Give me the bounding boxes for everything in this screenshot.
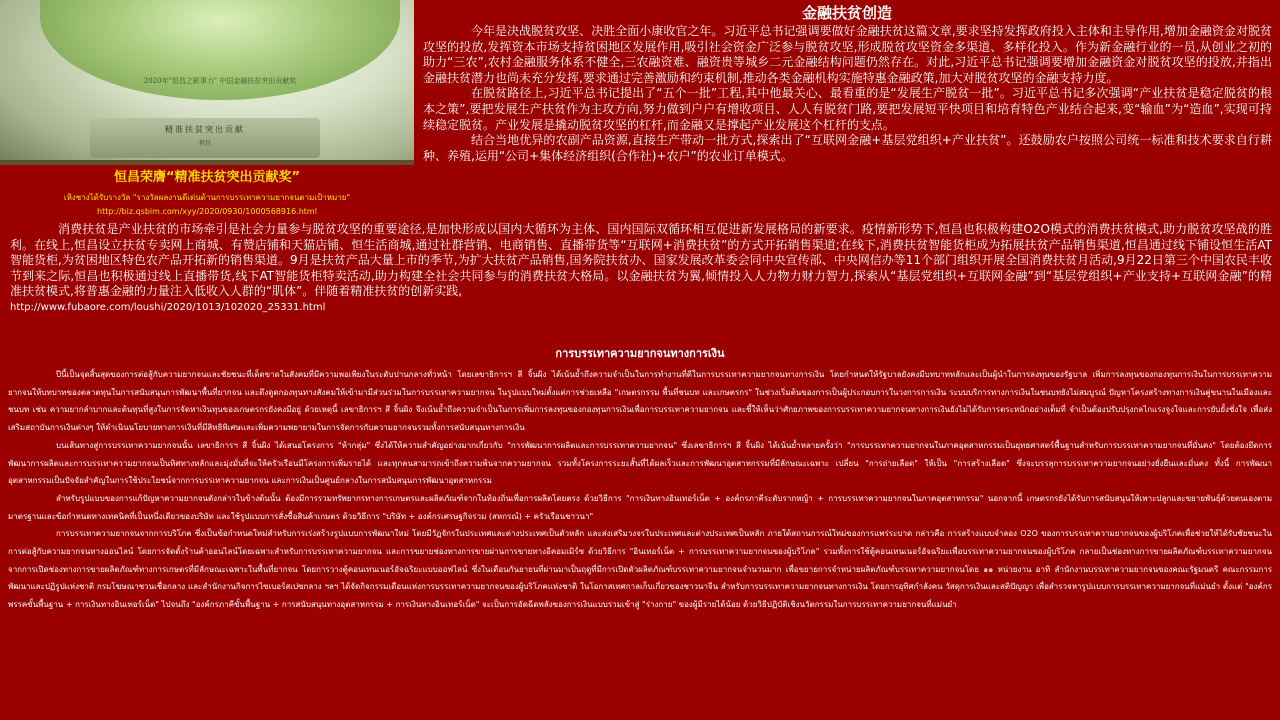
paragraph: การบรรเทาความยากจนจากการบริโภค ซึ่งเป็นข้อกำหนดใหม่สำหรับการเร่งสร้างรูปแบบการพัฒนาใหม่ โดยมีวัฏจักรในประเทศและต่างประเทศเป็นตัวหลัก และส่งเสริมวงจรในประเทศและต่างประเทศเป็นหลัก ภายใต้สถานการณ์ใหม่ของการแพร่ระบาด กล่าวคือ การสร้างแบบจำลอง O2O ของการบรรเทาความยากจนของผู้บริโภคเพื่อช่วยให้ได้รับชัยชนะในการต่อสู้กับความยากจนทางออนไลน์ โดยการจัดตั้งร้านค้าออนไลน์โดยเฉพาะสำหรับการบรรเทาความยากจน และการขยายช่องทางการขายผ่านการขายทางอีคอมเมิร์ซ ด้วยวิธีการ "อินเทอร์เน็ต + การบรรเทาความยากจนของผู้บริโภค" รวมทั้งการใช้ตู้คอนเทนเนอร์อัจฉริยะเพื่อบรรเทาความยากจนของผู้บริโภค กลายเป็นช่องทางการขายผลิตภัณฑ์บรรเทาความยากจน จากการเปิดช่องทางการขายผลิตภัณฑ์ทางการเกษตรที่มีลักษณะเฉพาะในพื้นที่ยากจน โดยการวางตู้คอนเทนเนอร์อัจฉริยะแบบออฟไลน์ ซึ่งในเดือนกันยายนที่ผ่านมาเป็นฤดูที่มีการเปิดตัวผลิตภัณฑ์บรรเทาความยากจนจำนวนมาก เพื่อขยายการจำหน่ายผลิตภัณฑ์บรรเทาความยากจนโดย ๑๑ หน่วยงาน อาทิ สำนักงานบรรเทาความยากจนของคณะรัฐมนตรี คณะกรรมการพัฒนาและปฏิรูปแห่งชาติ กรมโฆษณาชวนเชื่อกลาง และสำนักงานกิจการไซเบอร์สเปซกลาง ฯลฯ ได้จัดกิจกรรมเดือนแห่งการบรรเทาความยากจนของผู้บริโภคแห่งชาติ ในโอกาสเทศกาลเก็บเกี่ยวของชาวนาจีน สำหรับการบรรเทาความยากจนทางการเงิน โดยการอุทิศกำลังคน วัสดุการเงินและสติปัญญา เพื่อสำรวจหารูปแบบการบรรเทาความยากจนที่แม่นยำ ตั้งแต่ "องค์กรพรรคขั้นพื้นฐาน + การเงินทางอินเทอร์เน็ต" ไปจนถึง "องค์กรภาคีขั้นพื้นฐาน + การสนับสนุนทางอุตสาหกรรม + การเงินทางอินเทอร์เน็ต" จะเป็นการอัดฉีดพลังของการเงินแบบรวมเข้าสู่ "ร่างกาย" ของผู้มีรายได้น้อย ด้วยวิธีปฏิบัติเชิงนวัตกรรมในการบรรเทาความยากจนที่แม่นยำ [8, 529, 1272, 610]
article-full-width [10, 222, 1272, 315]
thai-section-body [8, 366, 1272, 614]
trophy-ribbon-text: 2020年"恒昌之影事力" 中国金融扶贫突出贡献奖 [143, 77, 297, 85]
paragraph: สำหรับรูปแบบของการแก้ปัญหาความยากจนดังกล่าวในข้างต้นนั้น ต้องมีการรวมทรัพยากรทางการเกษตรและผลิตภัณฑ์จากในท้องถิ่นเพื่อการผลิตโดยตรง ด้วยวิธีการ "การเงินทางอินเทอร์เน็ต + องค์กรภาคีระดับรากหญ้า + การบรรเทาความยากจนในภาคอุตสาหกรรม" นอกจากนี้ เกษตรกรยังได้รับการสนับสนุนให้เพาะปลูกและขยายพันธุ์ด้วยตนเองตามมาตรฐานและข้อกำหนดทางเทคนิคที่เป็นหนึ่งเดียวของบริษัท และใช้รูปแบบการสั่งซื้อสินค้าเกษตร ด้วยวิธีการ "บริษัท + องค์กรเศรษฐกิจรวม (สหกรณ์) + ครัวเรือนชาวนา" [8, 493, 1272, 521]
award-source-link[interactable]: http://biz.qsbim.com/xyy/2020/0930/1000568916.html [97, 207, 317, 216]
source-link[interactable]: http://www.fubaore.com/loushi/2020/1013/102020_25331.html [10, 301, 326, 313]
award-photo [0, 0, 414, 165]
photo-caption [0, 166, 414, 219]
paragraph: 消费扶贫是产业扶贫的市场牵引是社会力量参与脱贫攻坚的重要途径,是加快形成以国内大循环为主体、国内国际双循环相互促进新发展格局的新要求。疫情新形势下,恒昌也积极构建O2O模式的消费扶贫模式,助力脱贫攻坚战的胜利。在线上,恒昌设立扶贫专卖网上商城、有赞店铺和天猫店铺、恒生活商城,通过社群营销、电商销售、直播带货等“互联网+消费扶贫”的方式开拓销售渠道;在线下,消费扶贫智能货柜成为拓展扶贫产品销售渠道,恒昌通过线下铺设恒生活AT智能货柜,为贫困地区特色农产品开拓新的销售渠道。9月是扶贫产品大量上市的季节,为扩大扶贫产品销售,国务院扶贫办、国家发展改革委会同中央宣传部、中央网信办等11个部门组织开展全国消费扶贫月活动,9月22日第三个中国农民丰收节到来之际,恒昌也积极通过线上直播带货,线下AT智能货柜特卖活动,助力构建全社会共同参与的消费扶贫大格局。以金融扶贫为翼,倾情投入人力物力财力智力,探索从“基层党组织+互联网金融”到“基层党组织+产业支持+互联网金融”的精准扶贫模式,将普惠金融的力量注入低收入人群的“肌体”。伴随着精准扶贫的创新实践, [10, 222, 1272, 299]
article-right-column [423, 24, 1272, 164]
paragraph: 结合当地优异的农副产品资源,直接生产带动一批方式,探索出了“互联网金融+基层党组织+产业扶贫”。还鼓励农户按照公司统一标准和技术要求自行耕种、养殖,运用“公司+集体经济组织(合作社)+农户”的农业订单模式。 [423, 133, 1272, 163]
plaque-title: 精准扶贫突出贡献 [165, 125, 245, 134]
article-title: 金融扶贫创造 [801, 4, 892, 22]
award-caption-thai: เหิงชางได้รับรางวัล "รางวัลผลงานดีเด่นด้านการบรรเทาความยากจนตามเป้าหมาย" [63, 193, 351, 202]
paragraph: 在脱贫路径上,习近平总书记提出了“五个一批”工程,其中他最关心、最看重的是“发展生产脱贫一批”。习近平总书记多次强调“产业扶贫是稳定脱贫的根本之策”,要把发展生产扶贫作为主攻方向,努力做到户户有增收项目、人人有脱贫门路,要把发展短平快项目和培育特色产业结合起来,变“输血”为“造血”,实现可持续稳定脱贫。产业发展是撬动脱贫攻坚的杠杆,而金融又是撑起产业发展这个杠杆的支点。 [423, 86, 1272, 132]
paragraph: บนเส้นทางสู่การบรรเทาความยากจนนั้น เลขาธิการฯ สี จิ้นผิง ได้เสนอโครงการ "ห้ากลุ่ม" ซึ่งได้ให้ความสำคัญอย่างมากเกี่ยวกับ "การพัฒนาการผลิตและการบรรเทาความยากจน" ซึ่งเลขาธิการฯ สี จิ้นผิง ได้เน้นย้ำหลายครั้งว่า "การบรรเทาความยากจนในภาคอุตสาหกรรมเป็นยุทธศาสตร์พื้นฐานสำหรับการบรรเทาความยากจนที่มั่นคง" โดยต้องยึดการพัฒนาการผลิตและการบรรเทาความยากจนเป็นทิศทางหลักและมุ่งมั่นที่จะให้ครัวเรือนมีโครงการเพิ่มรายได้ และทุกคนสามารถเข้าถึงความพ้นจากความยากจน รวมทั้งโครงการระยะสั้นที่ได้ผลเร็วและการพัฒนาอุตสาหกรรมที่มีลักษณะเฉพาะ เปลี่ยน "การถ่ายเลือด" ให้เป็น "การสร้างเลือด" ซึ่งจะบรรลุการบรรเทาความยากจนอย่างยั่งยืนและมั่นคง ทั้งนี้ การพัฒนาอุตสาหกรรมเป็นปัจจัยสำคัญในการใช้ประโยชน์จากการบรรเทาความยากจน และการเงินเป็นศูนย์กลางในการสนับสนุนการพัฒนาอุตสาหกรรม [8, 440, 1272, 486]
trophy-base [0, 160, 414, 165]
trophy-plaque [90, 118, 320, 158]
award-caption: 恒昌荣膺“精准扶贫突出贡献奖” [113, 170, 301, 185]
paragraph: 今年是决战脱贫攻坚、决胜全面小康收官之年。习近平总书记强调要做好金融扶贫这篇文章,要求坚持发挥政府投入主体和主导作用,增加金融资金对脱贫攻坚的投放,发挥资本市场支持贫困地区发展作用,吸引社会资金广泛参与脱贫攻坚,形成脱贫攻坚资金多渠道、多样化投入。作为新金融行业的一员,从创业之初的助力“三农”,农村金融服务体系不健全,三农融资难、融资贵等城乡二元金融结构问题仍然存在。对此,习近平总书记强调要增加金融资金对脱贫攻坚的投放,并指出金融扶贫潜力也尚未充分发挥,要求通过完善激励和约束机制,推动各类金融机构实施特惠金融政策,加大对脱贫攻坚的金融支持力度。 [423, 24, 1272, 85]
plaque-subtitle: 恒昌 [198, 140, 211, 147]
paragraph: ปีนี้เป็นจุดสิ้นสุดของการต่อสู้กับความยากจนและชัยชนะที่เด็ดขาดในสังคมที่มีความพอเพียงในระดับปานกลางทั่วหน้า โดยเลขาธิการฯ สี จิ้นผิง ได้เน้นย้ำถึงความจำเป็นในการทำงานที่ดีในการบรรเทาความยากจนทางการเงิน โดยกำหนดให้รัฐบาลยังคงมีบทบาทหลักและเป็นผู้นำในการลงทุนของรัฐบาล เพิ่มการลงทุนของกองทุนการเงินในการบรรเทาความยากจนให้บทบาทของตลาดทุนในการสนับสนุนการพัฒนาพื้นที่ยากจน และดึงดูดกองทุนทางสังคมให้เข้ามามีส่วนร่วมในการบรรเทาความยากจน ในรูปแบบใหม่ตั้งแต่การช่วยเหลือ "เกษตรกรรม พื้นที่ชนบท และเกษตรกร" ในช่วงเริ่มต้นของการเป็นผู้ประกอบการในวงการการเงิน ระบบบริการทางการเงินในชนบทยังไม่สมบูรณ์ ปัญหาโครงสร้างทางการเงินคู่ขนานในเมืองและชนบท เช่น ความยากลำบากและต้นทุนที่สูงในการจัดหาเงินทุนของเกษตรกรยังคงมีอยู่ ด้วยเหตุนี้ เลขาธิการฯ สี จิ้นผิง จึงเน้นย้ำถึงความจำเป็นในการเพิ่มการลงทุนของกองทุนการเงินเพื่อการบรรเทาความยากจน และชี้ให้เห็นว่าศักยภาพของการบรรเทาความยากจนทางการเงินยังไม่ได้รับการตระหนักอย่างเต็มที่ จำเป็นต้องปรับปรุงกลไกแรงจูงใจและการยับยั้งชั่งใจ เพื่อส่งเสริมสถาบันการเงินต่างๆ ให้ดำเนินนโยบายทางการเงินที่มีสิทธิพิเศษและเพิ่มความพยายามในการจัดการกับความยากจนรวมทั้งการสนับสนุนทางการเงิน [8, 370, 1272, 433]
thai-section-title: การบรรเทาความยากจนทางการเงิน [555, 347, 725, 360]
